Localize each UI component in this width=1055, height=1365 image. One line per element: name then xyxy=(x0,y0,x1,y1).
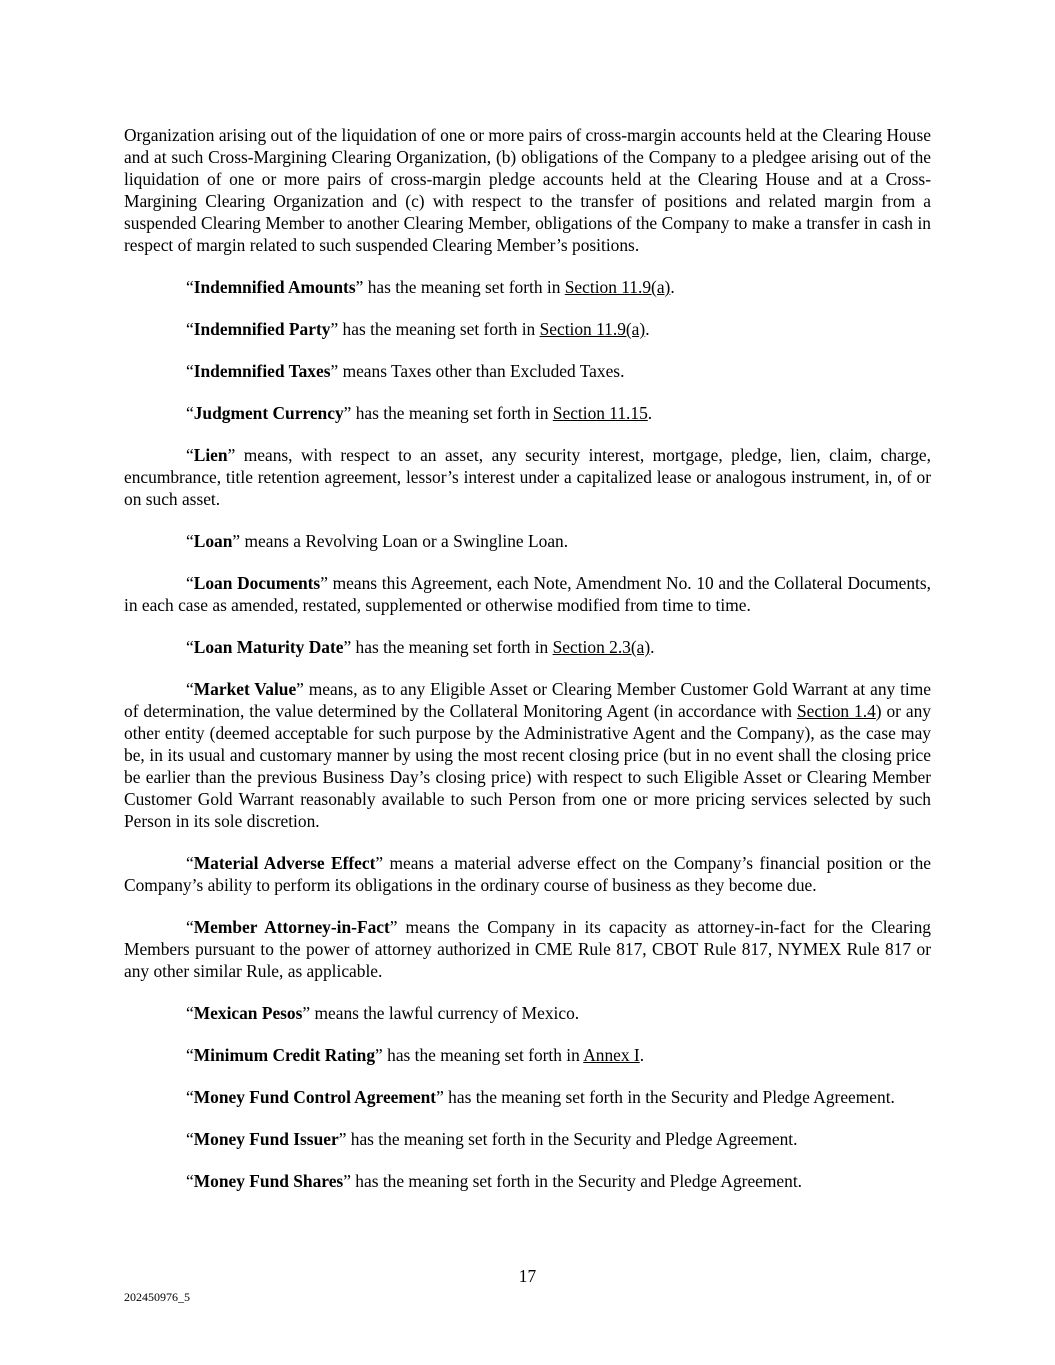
close-quote: ” xyxy=(302,1003,311,1023)
definition-paragraph xyxy=(124,360,931,382)
definition-text-end: ) or any other entity (deemed acceptable for such purpose by the Administrative Agent and the Company), as the case may be, in its usual and customary manner by using the most recent closing price (but in no event shall the closing price be earlier than the previous Business Day’s closing price) with respect to such Eligible Asset or Clearing Member Customer Gold Warrant reasonably available to such Person from one or more pricing services selected by such Person in its sole discretion. xyxy=(124,701,931,831)
defined-term: Money Fund Control Agreement xyxy=(193,1087,437,1107)
close-quote: ” xyxy=(296,679,304,699)
definition-text: means, with respect to an asset, any security interest, mortgage, pledge, lien, claim, charge, encumbrance, title retention agreement, lessor’s interest under a capitalized lease or analogous instrument, in, of or on such asset. xyxy=(124,445,931,509)
definition-text: means a material adverse effect on the Company’s financial position or the Company’s ability to perform its obligations in the ordinary course of business as they become due. xyxy=(124,853,931,895)
open-quote: “ xyxy=(186,403,194,423)
defined-term: Indemnified Amounts xyxy=(193,277,356,297)
section-reference: Annex I xyxy=(583,1045,640,1065)
defined-term: Market Value xyxy=(193,679,297,699)
definition-paragraph xyxy=(124,402,931,424)
open-quote: “ xyxy=(186,679,194,699)
close-quote: ” xyxy=(330,319,339,339)
definition-text: means the Company in its capacity as attorney-in-fact for the Clearing Members pursuant to the power of attorney authorized in CME Rule 817, CBOT Rule 817, NYMEX Rule 817 or any other similar Rule, as applicable. xyxy=(124,917,932,981)
close-quote: ” xyxy=(389,917,398,937)
defined-term: Minimum Credit Rating xyxy=(193,1045,376,1065)
close-quote: ” xyxy=(330,361,339,381)
definition-paragraph xyxy=(124,444,931,510)
close-quote: ” xyxy=(436,1087,444,1107)
definition-paragraph xyxy=(124,572,931,616)
definition-text: has the meaning set forth in xyxy=(351,403,553,423)
defined-term: Lien xyxy=(193,445,228,465)
defined-term: Money Fund Issuer xyxy=(193,1129,339,1149)
open-quote: “ xyxy=(186,1087,194,1107)
close-quote: ” xyxy=(232,531,241,551)
open-quote: “ xyxy=(186,277,194,297)
close-quote: ” xyxy=(343,403,352,423)
definition-paragraph xyxy=(124,530,931,552)
definition-text: means a Revolving Loan or a Swingline Loan. xyxy=(240,531,569,551)
open-quote: “ xyxy=(186,1129,194,1149)
definition-paragraph xyxy=(124,276,931,298)
close-quote: ” xyxy=(320,573,328,593)
definition-text: means Taxes other than Excluded Taxes. xyxy=(338,361,625,381)
section-reference: Section 2.3(a) xyxy=(552,637,651,657)
open-quote: “ xyxy=(186,361,194,381)
definition-text-end: . xyxy=(650,637,655,657)
open-quote: “ xyxy=(186,853,194,873)
page-number: 17 xyxy=(518,1266,537,1286)
definition-text: has the meaning set forth in the Security and Pledge Agreement. xyxy=(350,1171,803,1191)
definition-paragraph xyxy=(124,636,931,658)
defined-term: Judgment Currency xyxy=(193,403,344,423)
definition-paragraph xyxy=(124,1086,931,1108)
definition-paragraph xyxy=(124,852,931,896)
defined-term: Loan Maturity Date xyxy=(193,637,344,657)
definition-paragraph xyxy=(124,1044,931,1066)
definition-paragraph xyxy=(124,916,931,982)
defined-term: Material Adverse Effect xyxy=(193,853,376,873)
defined-term: Indemnified Party xyxy=(193,319,331,339)
definition-text-end: . xyxy=(647,403,653,423)
defined-term: Loan xyxy=(193,531,233,551)
open-quote: “ xyxy=(186,319,194,339)
definition-text-end: . xyxy=(639,1045,645,1065)
open-quote: “ xyxy=(186,637,194,657)
definition-text: has the meaning set forth in xyxy=(351,637,553,657)
close-quote: ” xyxy=(343,1171,351,1191)
definition-text-end: . xyxy=(670,277,675,297)
defined-term: Indemnified Taxes xyxy=(193,361,331,381)
definition-text: has the meaning set forth in xyxy=(382,1045,584,1065)
open-quote: “ xyxy=(186,531,194,551)
document-id: 202450976_5 xyxy=(124,1290,190,1304)
definition-paragraph xyxy=(124,1002,931,1024)
definition-text: has the meaning set forth in xyxy=(363,277,565,297)
definition-text: has the meaning set forth in the Security and Pledge Agreement. xyxy=(443,1087,895,1107)
section-reference: Section 11.9(a) xyxy=(564,277,671,297)
close-quote: ” xyxy=(338,1129,347,1149)
open-quote: “ xyxy=(186,1045,194,1065)
defined-term: Loan Documents xyxy=(193,573,321,593)
section-reference: Section 11.9(a) xyxy=(539,319,646,339)
definition-text: has the meaning set forth in the Security and Pledge Agreement. xyxy=(346,1129,798,1149)
definitions-list xyxy=(124,276,931,1192)
definition-paragraph xyxy=(124,678,931,832)
open-quote: “ xyxy=(186,1171,194,1191)
definition-text: means, as to any Eligible Asset or Clearing Member Customer Gold Warrant at any time of determination, the value determined by the Collateral Monitoring Agent (in accordance with xyxy=(124,679,931,721)
definition-paragraph xyxy=(124,318,931,340)
close-quote: ” xyxy=(375,1045,383,1065)
close-quote: ” xyxy=(355,277,364,297)
close-quote: ” xyxy=(375,853,384,873)
definition-text: means the lawful currency of Mexico. xyxy=(310,1003,580,1023)
definition-paragraph xyxy=(124,1170,931,1192)
section-reference: Section 1.4 xyxy=(796,701,876,721)
definition-text: means this Agreement, each Note, Amendment No. 10 and the Collateral Documents, in each case as amended, restated, supplemented or otherwise modified from time to time. xyxy=(124,573,932,615)
section-reference: Section 11.15 xyxy=(552,403,648,423)
definition-text-end: . xyxy=(645,319,650,339)
defined-term: Mexican Pesos xyxy=(193,1003,303,1023)
definition-text: has the meaning set forth in xyxy=(338,319,540,339)
definition-paragraph xyxy=(124,1128,931,1150)
open-quote: “ xyxy=(186,1003,194,1023)
continued-paragraph: Organization arising out of the liquidation of one or more pairs of cross-margin accounts held at the Clearing House and at such Cross-Margining Clearing Organization, (b) obligations of the Company to a pledgee arising out of the liquidation of one or more pairs of cross-margin pledge accounts held at the Clearing House and at a Cross-Margining Clearing Organization and (c) with respect to the transfer of positions and related margin from a suspended Clearing Member to another Clearing Member, obligations of the Company to make a transfer in cash in respect of margin related to such suspended Clearing Member’s positions. xyxy=(124,125,931,255)
defined-term: Member Attorney-in-Fact xyxy=(193,917,390,937)
close-quote: ” xyxy=(343,637,352,657)
close-quote: ” xyxy=(227,445,236,465)
defined-term: Money Fund Shares xyxy=(193,1171,344,1191)
open-quote: “ xyxy=(186,917,194,937)
page-body xyxy=(124,124,931,1212)
open-quote: “ xyxy=(186,573,194,593)
open-quote: “ xyxy=(186,445,194,465)
